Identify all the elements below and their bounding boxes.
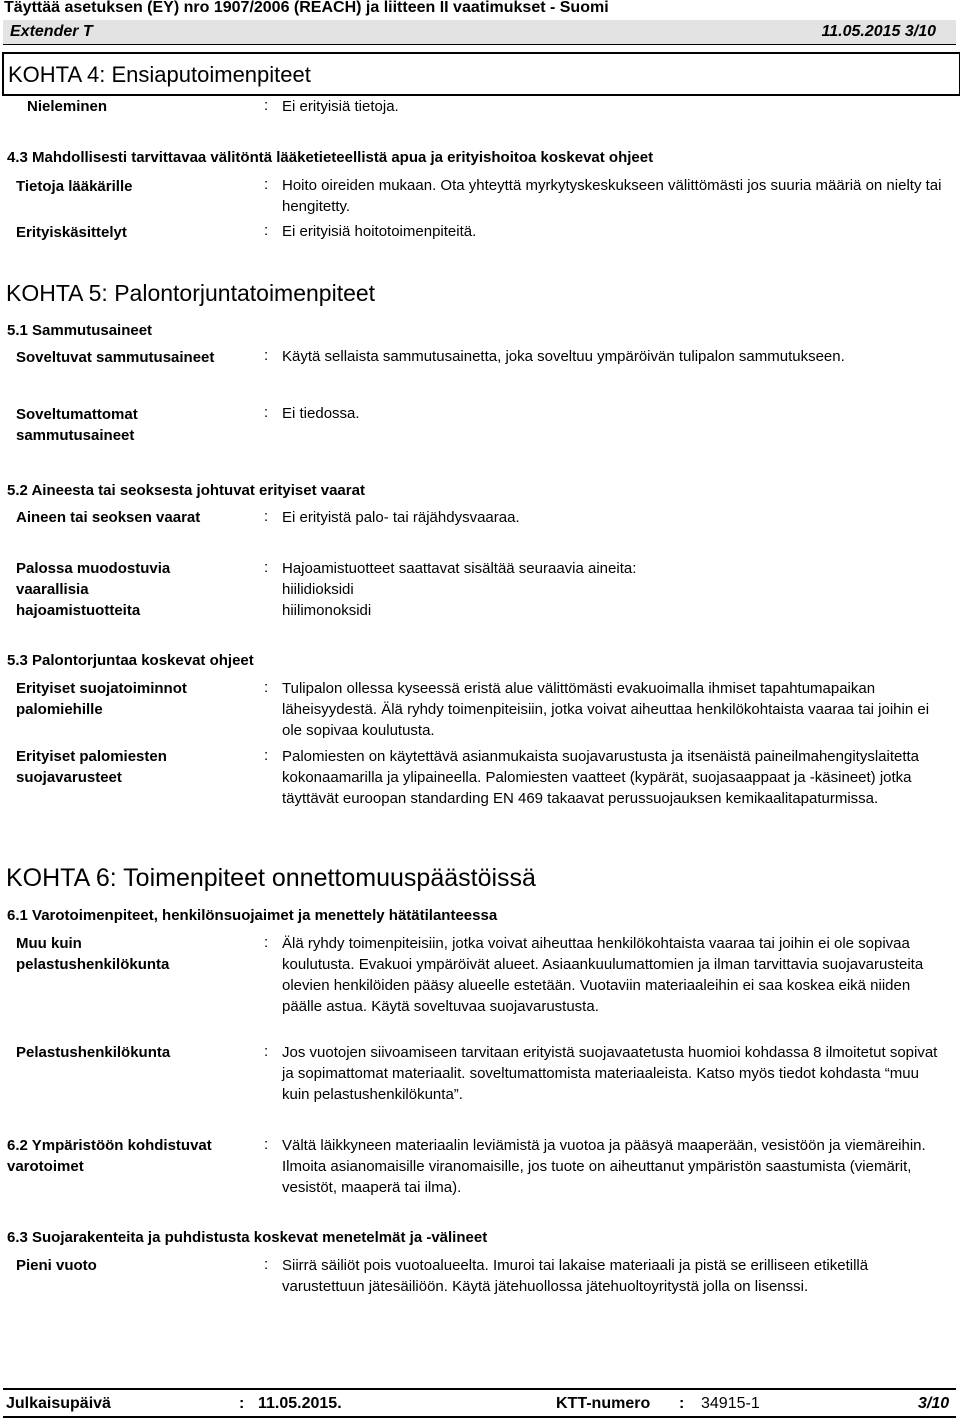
date-page: 11.05.2015 3/10 bbox=[821, 23, 936, 40]
section-5-title: KOHTA 5: Palontorjuntatoimenpiteet bbox=[6, 280, 376, 306]
colon: : bbox=[264, 1256, 269, 1273]
section-4-heading bbox=[2, 52, 960, 96]
colon: : bbox=[264, 508, 269, 525]
suojatoiminnot-label: Erityiset suojatoiminnot palomiehille bbox=[16, 680, 187, 718]
subsection-4-3: 4.3 Mahdollisesti tarvittavaa välitöntä lääketieteellistä apua ja erityishoitoa koskevat ohjeet bbox=[7, 149, 654, 166]
nieleminen-value: Ei erityisiä tietoja. bbox=[282, 98, 399, 115]
colon: : bbox=[264, 1136, 269, 1153]
document-header-band bbox=[3, 20, 956, 45]
nieleminen-label: Nieleminen bbox=[27, 98, 108, 115]
julkaisupaiva-label: Julkaisupäivä bbox=[6, 1395, 111, 1412]
subsection-6-2-value: Vältä läikkyneen materiaalin leviämistä ja vuotoa ja pääsyä maaperään, vesistöön ja viemäreihin. Ilmoita asianomaisille viranomaisille, jos tuote on aiheuttanut ympäristön saastumista (viemärit, vesistöt, maaperä tai ilma). bbox=[282, 1137, 926, 1196]
julkaisupaiva-value: 11.05.2015. bbox=[258, 1395, 342, 1412]
subsection-5-1: 5.1 Sammutusaineet bbox=[7, 322, 153, 339]
tietoja-label: Tietoja lääkärille bbox=[16, 178, 133, 195]
product-name: Extender T bbox=[10, 23, 93, 40]
subsection-5-3: 5.3 Palontorjuntaa koskevat ohjeet bbox=[7, 652, 254, 669]
soveltuvat-label: Soveltuvat sammutusaineet bbox=[16, 349, 215, 366]
colon: : bbox=[264, 347, 269, 364]
section-4-title: KOHTA 4: Ensiaputoimenpiteet bbox=[8, 62, 311, 87]
colon: : bbox=[264, 934, 269, 951]
pelastushenkilokunta-label: Pelastushenkilökunta bbox=[16, 1044, 171, 1061]
colon: : bbox=[264, 747, 269, 764]
muu-kuin-value: Älä ryhdy toimenpiteisiin, jotka voivat aiheuttaa henkilökohtaista vaaraa tai joihin ei ole sopivaa koulutusta. Evakuoi ympäröivät alueet. Asiaankuulumattomien ja ilman tarvittavia suojavarusteita olevien henkilöiden pääsy alueelle estetään. Vuotaviin materiaaleihin ei saa koskea eikä niiden päälle astua. Käytä soveltuvaa suojavarustusta. bbox=[282, 935, 924, 1015]
colon: : bbox=[264, 222, 269, 239]
muu-kuin-label: Muu kuin pelastushenkilökunta bbox=[16, 935, 170, 973]
subsection-6-2: 6.2 Ympäristöön kohdistuvat varotoimet bbox=[7, 1137, 212, 1175]
pelastushenkilokunta-value: Jos vuotojen siivoamiseen tarvitaan erityistä suojavaatetusta huomioi kohdassa 8 ilmoitetut sopivat ja sopimattomat materiaalit. soveltumattomista materiaaleista. Katso myös tiedot kohdasta “muu kuin pelastushenkilökunta”. bbox=[282, 1044, 938, 1103]
ktt-numero-value: 34915-1 bbox=[701, 1395, 760, 1412]
soveltumattomat-label: Soveltumattomat sammutusaineet bbox=[16, 406, 138, 444]
footer bbox=[3, 1388, 956, 1418]
erityiskasittelyt-value: Ei erityisiä hoitotoimenpiteitä. bbox=[282, 223, 477, 240]
palossa-value-line-1: Hajoamistuotteet saattavat sisältää seuraavia aineita: bbox=[282, 560, 637, 577]
colon: : bbox=[679, 1395, 685, 1412]
colon: : bbox=[239, 1395, 245, 1412]
soveltuvat-value: Käytä sellaista sammutusainetta, joka soveltuu ympäröivän tulipalon sammutukseen. bbox=[282, 348, 845, 365]
palossa-value-line-3: hiilimonoksidi bbox=[282, 602, 372, 619]
ktt-numero-label: KTT-numero bbox=[556, 1395, 651, 1412]
subsection-6-3: 6.3 Suojarakenteita ja puhdistusta koskevat menetelmät ja -välineet bbox=[7, 1229, 488, 1246]
pieni-vuoto-value: Siirrä säiliöt pois vuotoalueelta. Imuroi tai lakaise materiaali ja pistä se erilliseen etiketillä varustettuun jätesäiliöön. Käytä jätehuollossa jätehuoltoyritystä jolla on lisenssi. bbox=[282, 1257, 869, 1295]
subsection-6-1: 6.1 Varotoimenpiteet, henkilönsuojaimet ja menettely hätätilanteessa bbox=[7, 907, 498, 924]
palossa-value-line-2: hiilidioksidi bbox=[282, 581, 354, 598]
aineen-vaarat-label: Aineen tai seoksen vaarat bbox=[16, 509, 201, 526]
tietoja-value: Hoito oireiden mukaan. Ota yhteyttä myrkytyskeskukseen välittömästi jos suuria määriä on nielty tai hengitetty. bbox=[282, 177, 942, 215]
erityiskasittelyt-label: Erityiskäsittelyt bbox=[16, 224, 127, 241]
colon: : bbox=[264, 176, 269, 193]
footer-page-number: 3/10 bbox=[918, 1395, 950, 1412]
soveltumattomat-value: Ei tiedossa. bbox=[282, 405, 360, 422]
section-6-title: KOHTA 6: Toimenpiteet onnettomuuspäästöissä bbox=[6, 864, 536, 892]
colon: : bbox=[264, 1043, 269, 1060]
colon: : bbox=[264, 679, 269, 696]
colon: : bbox=[264, 404, 269, 421]
subsection-5-2: 5.2 Aineesta tai seoksesta johtuvat erityiset vaarat bbox=[7, 482, 365, 499]
pieni-vuoto-label: Pieni vuoto bbox=[16, 1257, 97, 1274]
regulation-banner: Täyttää asetuksen (EY) nro 1907/2006 (REACH) ja liitteen II vaatimukset - Suomi bbox=[4, 0, 609, 16]
colon: : bbox=[264, 97, 269, 114]
suojatoiminnot-value: Tulipalon ollessa kyseessä eristä alue välittömästi evakuoimalla ihmiset tapahtumapaikan läheisyydestä. Älä ryhdy toimenpiteisiin, jotka voivat aiheuttaa henkilökohtaista vaaraa tai joihin ei ole sopivaa koulutusta. bbox=[282, 680, 930, 739]
aineen-vaarat-value: Ei erityistä palo- tai räjähdysvaaraa. bbox=[282, 509, 520, 526]
suojavarusteet-value: Palomiesten on käytettävä asianmukaista suojavarustusta ja itsenäistä paineilmahengityslaitetta kokonaamarilla ja ylipaineella. Palomiesten vaatteet (kypärät, suojasaappaat ja -käsineet) jotka täyttävät euroopan standarding EN 469 takaavat perussuojauksen kemikaalitapaturmissa. bbox=[282, 748, 920, 807]
colon: : bbox=[264, 559, 269, 576]
palossa-label: Palossa muodostuvia vaarallisia hajoamistuotteita bbox=[16, 560, 171, 619]
suojavarusteet-label: Erityiset palomiesten suojavarusteet bbox=[16, 748, 167, 786]
